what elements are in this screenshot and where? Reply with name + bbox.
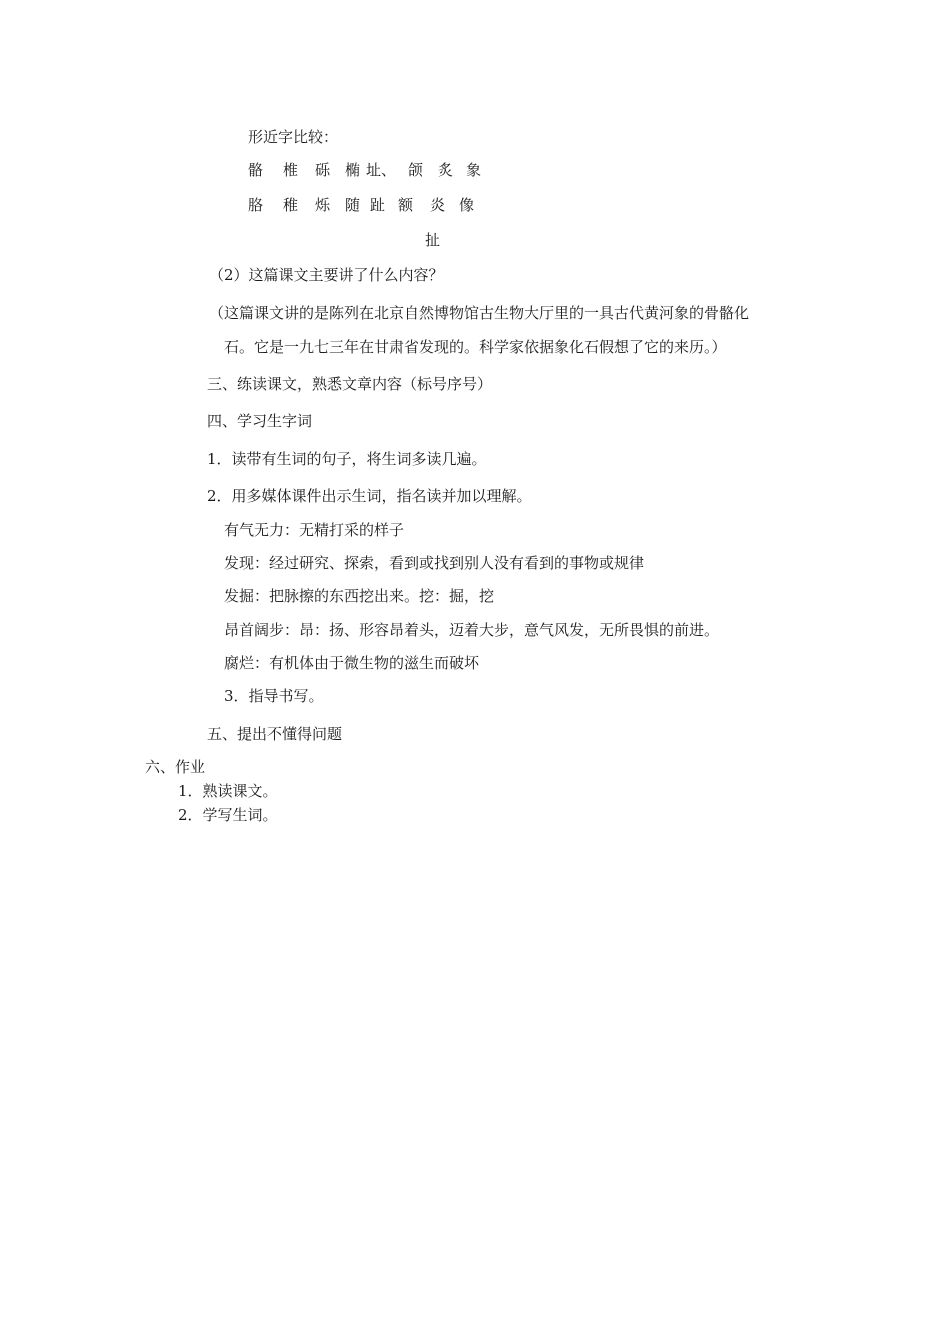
vocab-definition: 发现：经过研究、探索，看到或找到别人没有看到的事物或规律: [224, 554, 645, 572]
char-cell: 像: [459, 196, 475, 214]
char-cell: 骼: [248, 161, 264, 179]
char-cell: 椭: [345, 161, 361, 179]
char-cell: 砾: [315, 161, 331, 179]
char-cell: 额: [398, 196, 414, 214]
char-cell: 炙: [438, 161, 454, 179]
step-5-heading: 五、提出不懂得问题: [207, 725, 343, 743]
question-2-answer-line-1: （这篇课文讲的是陈列在北京自然博物馆古生物大厅里的一具古代黄河象的骨骼化: [209, 304, 750, 322]
char-cell: 炎: [430, 196, 446, 214]
homework-heading: 六、作业: [145, 758, 206, 776]
question-2-label: （2）这篇课文主要讲了什么内容？: [209, 266, 444, 284]
compare-row-3: 扯: [425, 231, 441, 249]
compare-heading: 形近字比较：: [248, 128, 339, 146]
vocab-definition: 昂首阔步：昂：扬、形容昂着头，迈着大步，意气风发，无所畏惧的前进。: [224, 621, 720, 639]
homework-item: 2．学写生词。: [178, 806, 278, 824]
char-cell: 址、: [366, 161, 397, 179]
vocab-definition: 发掘：把脉擦的东西挖出来。挖：掘，挖: [224, 587, 495, 605]
step-4-item-2: 2．用多媒体课件出示生词，指名读并加以理解。: [207, 487, 532, 505]
question-2-answer-line-2: 石。它是一九七三年在甘肃省发现的。科学家依据象化石假想了它的来历。）: [224, 338, 727, 356]
char-cell: 随: [345, 196, 361, 214]
char-cell: 象: [466, 161, 482, 179]
homework-item: 1．熟读课文。: [178, 782, 278, 800]
step-4-heading: 四、学习生字词: [207, 412, 313, 430]
vocab-definition: 有气无力：无精打采的样子: [224, 521, 405, 539]
char-cell: 烁: [315, 196, 331, 214]
char-cell: 稚: [283, 196, 299, 214]
char-cell: 趾: [370, 196, 386, 214]
step-3-heading: 三、练读课文，熟悉文章内容（标号序号）: [207, 375, 493, 393]
step-4-item-1: 1．读带有生词的句子，将生词多读几遍。: [207, 450, 487, 468]
char-cell: 椎: [283, 161, 299, 179]
vocab-definition: 腐烂：有机体由于微生物的滋生而破坏: [224, 654, 480, 672]
step-4-item-3: 3．指导书写。: [224, 687, 324, 705]
char-cell: 颌: [408, 161, 424, 179]
char-cell: 胳: [248, 196, 264, 214]
